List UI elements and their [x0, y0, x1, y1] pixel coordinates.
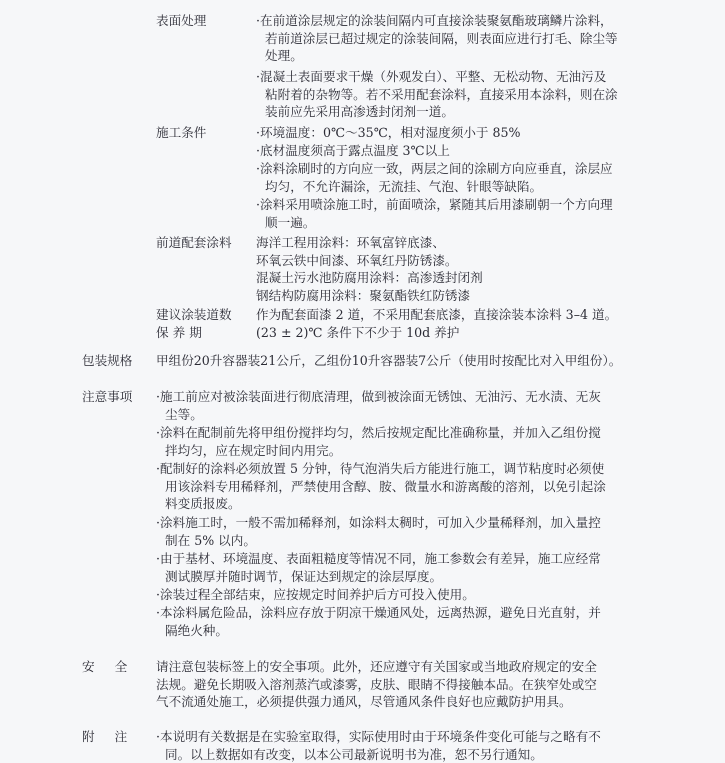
notes-item-4: ·涂料施工时，一般不需加稀释剂，如涂料太稠时，可加入少量稀释剂，加入量控 制在 5% 以内。: [156, 515, 601, 548]
label-surface-treatment: 表面处理: [156, 13, 207, 28]
label-packaging: 包装规格: [82, 353, 133, 368]
label-notes: 注意事项: [82, 389, 133, 404]
notes-item-7: ·本涂料属危险品，涂料应存放于阴凉干燥通风处，远离热源，避免日光直射，并 隔绝火种。: [156, 605, 601, 638]
notes-item-5: ·由于基材、环境温度、表面粗糙度等情况不同，施工参数会有差异，施工应经常 测试膜厚并随时调节，保证达到规定的涂层厚度。: [156, 551, 601, 584]
label-curing: 保 养 期: [156, 325, 202, 340]
label-recommended-coats: 建议涂装道数: [156, 307, 232, 322]
label-preceding-coats: 前道配套涂料: [156, 235, 232, 250]
recommended-coats-value: 作为配套面漆 2 道，不采用配套底漆，直接涂装本涂料 3–4 道。: [256, 307, 618, 322]
label-construction-conditions: 施工条件: [156, 125, 207, 140]
curing-value: (23 ± 2)℃ 条件下不少于 10d 养护: [256, 325, 460, 340]
construction-conditions-item-3: ·涂料涂刷时的方向应一致，两层之间的涂刷方向应垂直，涂层应 均匀，不允许漏涂，无流挂、气泡、针眼等缺陷。: [256, 161, 613, 194]
notes-item-6: ·涂装过程全部结束，应按规定时间养护后方可投入使用。: [156, 587, 475, 602]
remarks-text: ·本说明有关数据是在实验室取得，实际使用时由于环境条件变化可能与之略有不 同。以上数据如有改变，以本公司最新说明书为准，恕不另行通知。: [156, 729, 601, 762]
surface-treatment-item-1: ·在前道涂层规定的涂装间隔内可直接涂装聚氨酯玻璃鳞片涂料， 若前道涂层已超过规定的涂装间隔，则表面应进行打毛、除尘等 处理。: [256, 13, 618, 64]
preceding-coats-list: 海洋工程用涂料：环氧富锌底漆、 环氧云铁中间漆、环氧红丹防锈漆。 混凝土污水池防腐用涂料：高渗透封闭剂 钢结构防腐用涂料：聚氨酯铁红防锈漆: [256, 235, 483, 303]
construction-conditions-item-1: ·环境温度：0℃～35℃，相对湿度须小于 85%: [256, 125, 521, 140]
notes-item-2: ·涂料在配制前先将甲组份搅拌均匀，然后按规定配比准确称量，并加入乙组份搅 拌均匀，应在规定时间内用完。: [156, 425, 601, 458]
packaging-value: 甲组份20升容器装21公斤，乙组份10升容器装7公斤（使用时按配比对入甲组份）。: [156, 353, 622, 368]
construction-conditions-item-4: ·涂料采用喷涂施工时，前面喷涂，紧随其后用漆刷朝一个方向理 顺一遍。: [256, 197, 613, 230]
surface-treatment-item-2: ·混凝土表面要求干燥（外观发白）、平整、无松动物、无油污及 粘附着的杂物等。若不采用配套涂料，直接采用本涂料，则在涂 装前应先采用高渗透封闭剂一道。: [256, 69, 618, 120]
label-safety: 安全: [82, 659, 148, 674]
safety-text: 请注意包装标签上的安全事项。此外，还应遵守有关国家或当地政府规定的安全 法规。避免长期吸入溶剂蒸汽或漆雾，皮肤、眼睛不得接触本品。在狭窄处或空 气不流通处施工，必须提供强力通风，尽管通风条件良好也应戴防护用具。: [156, 659, 597, 710]
notes-item-1: ·施工前应对被涂装面进行彻底清理，做到被涂面无锈蚀、无油污、无水渍、无灰 尘等。: [156, 389, 601, 422]
construction-conditions-item-2: ·底材温度须高于露点温度 3℃以上: [256, 143, 450, 158]
label-remarks: 附注: [82, 729, 148, 744]
notes-item-3: ·配制好的涂料必须放置 5 分钟，待气泡消失后方能进行施工，调节粘度时必须使 用该涂料专用稀释剂，严禁使用含醇、胺、微量水和游离酸的溶剂，以免引起涂 料变质报废。: [156, 461, 606, 512]
